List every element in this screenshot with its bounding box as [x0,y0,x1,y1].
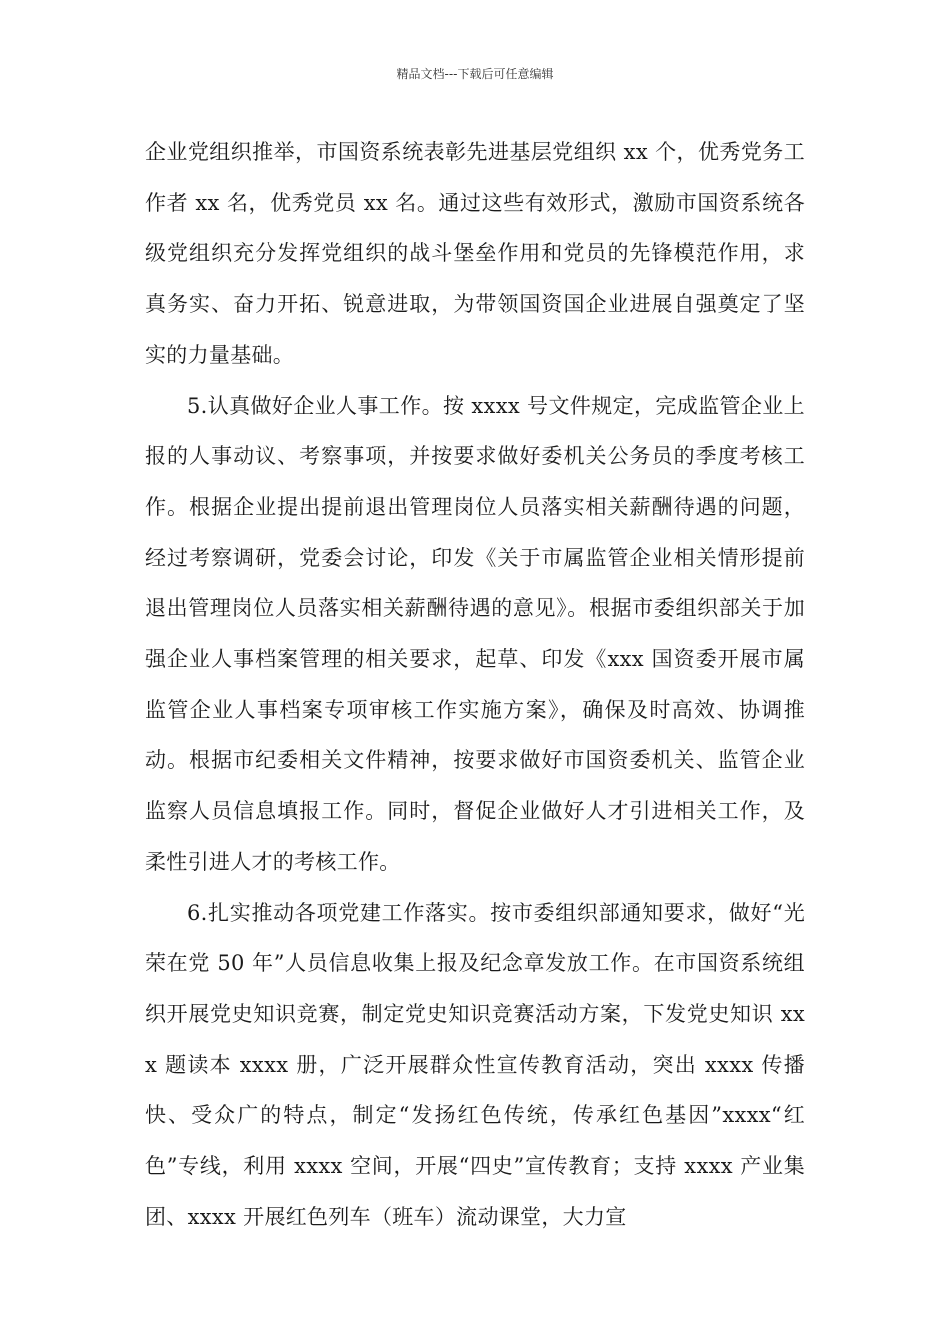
document-body [145,127,805,1242]
page-header: 精品文档---下载后可任意编辑 [396,67,554,81]
paragraph-item-6: 6.扎实推动各项党建工作落实。按市委组织部通知要求，做好“光荣在党 50 年”人员信息收集上报及纪念章发放工作。在市国资系统组织开展党史知识竞赛，制定党史知识竞赛活动方案，下发党史知识 xxx 题读本 xxxx 册，广泛开展群众性宣传教育活动，突出 xxxx 传播快、受众广的特点，制定“发扬红色传统，传承红色基因”xxxx“红色”专线，利用 xxxx 空间，开展“四史”宣传教育；支持 xxxx 产业集团、xxxx 开展红色列车（班车）流动课堂，大力宣 [145,900,805,1229]
paragraph-item-5: 5.认真做好企业人事工作。按 xxxx 号文件规定，完成监管企业上报的人事动议、考察事项，并按要求做好委机关公务员的季度考核工作。根据企业提出提前退出管理岗位人员落实相关薪酬待遇的问题，经过考察调研，党委会讨论，印发《关于市属监管企业相关情形提前退出管理岗位人员落实相关薪酬待遇的意见》。根据市委组织部关于加强企业人事档案管理的相关要求，起草、印发《xxx 国资委开展市属监管企业人事档案专项审核工作实施方案》，确保及时高效、协调推动。根据市纪委相关文件精神，按要求做好市国资委机关、监管企业监察人员信息填报工作。同时，督促企业做好人才引进相关工作，及柔性引进人才的考核工作。 [145,393,805,874]
paragraph-continued: 企业党组织推举，市国资系统表彰先进基层党组织 xx 个，优秀党务工作者 xx 名，优秀党员 xx 名。通过这些有效形式，激励市国资系统各级党组织充分发挥党组织的战斗堡垒作用和党员的先锋模范作用，求真务实、奋力开拓、锐意进取，为带领国资国企业进展自强奠定了坚实的力量基础。 [145,140,805,367]
